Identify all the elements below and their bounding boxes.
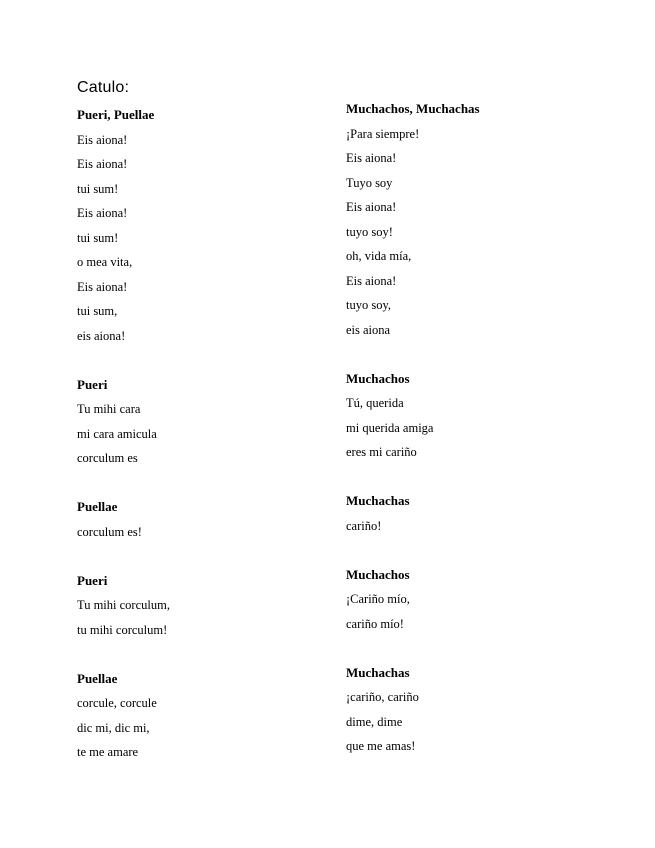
verse-line: dime, dime	[346, 714, 403, 729]
stanza-speaker: Muchachos	[346, 370, 410, 386]
spanish-column	[346, 99, 626, 761]
latin-column	[77, 105, 357, 767]
verse-line: eis aiona	[346, 322, 391, 337]
verse-line: te me amare	[77, 745, 139, 759]
verse-line: tui sum!	[77, 181, 119, 196]
verse-line: que me amas!	[346, 739, 416, 753]
stanza	[77, 497, 357, 546]
verse-line: Tu mihi cara	[77, 402, 141, 416]
verse-line: tu mihi corculum!	[77, 622, 168, 637]
verse-line: Eis aiona!	[77, 206, 128, 220]
verse-line: mi querida amiga	[346, 420, 434, 435]
verse-line: Tú, querida	[346, 396, 404, 410]
verse-line: o mea vita,	[77, 255, 133, 269]
verse-line: cariño mío!	[346, 616, 404, 631]
stanza-speaker: Muchachos, Muchachas	[346, 101, 480, 116]
stanza	[77, 105, 357, 350]
verse-line: eres mi cariño	[346, 445, 417, 459]
stanza-speaker: Puellae	[77, 670, 118, 686]
stanza-speaker: Pueri	[77, 572, 108, 588]
verse-line: mi cara amicula	[77, 426, 157, 441]
verse-line: corculum es!	[77, 524, 142, 539]
stanza	[346, 99, 626, 344]
verse-line: Eis aiona!	[77, 157, 128, 171]
stanza-speaker: Puellae	[77, 499, 118, 514]
verse-line: Eis aiona!	[346, 273, 397, 288]
verse-line: tui sum!	[77, 230, 119, 245]
stanza-speaker: Muchachos	[346, 566, 410, 582]
verse-line: ¡Cariño mío,	[346, 592, 410, 606]
stanza	[77, 375, 357, 473]
verse-line: tuyo soy,	[346, 298, 392, 312]
verse-line: eis aiona!	[77, 328, 126, 343]
verse-line: Tuyo soy	[346, 175, 393, 190]
stanza-speaker: Muchachas	[346, 493, 410, 508]
verse-line: tui sum,	[77, 304, 118, 318]
stanza	[346, 491, 626, 540]
verse-line: Eis aiona!	[77, 279, 128, 294]
stanza	[346, 565, 626, 639]
verse-line: Tu mihi corculum,	[77, 598, 170, 612]
verse-line: ¡Para siempre!	[346, 126, 420, 141]
verse-line: ¡cariño, cariño	[346, 690, 419, 704]
verse-line: Eis aiona!	[346, 151, 397, 165]
verse-line: oh, vida mía,	[346, 249, 412, 263]
verse-line: Eis aiona!	[77, 132, 128, 147]
stanza	[77, 571, 357, 645]
stanza	[346, 663, 626, 761]
verse-line: tuyo soy!	[346, 224, 393, 239]
stanza-speaker: Pueri	[77, 376, 108, 392]
page-title: Catulo:	[77, 79, 130, 96]
stanza	[346, 369, 626, 467]
stanza-speaker: Muchachas	[346, 664, 410, 680]
verse-line: corcule, corcule	[77, 696, 157, 710]
stanza-speaker: Pueri, Puellae	[77, 107, 155, 122]
stanza	[77, 669, 357, 767]
verse-line: dic mi, dic mi,	[77, 720, 150, 735]
verse-line: corculum es	[77, 451, 138, 465]
verse-line: cariño!	[346, 518, 382, 533]
verse-line: Eis aiona!	[346, 200, 397, 214]
